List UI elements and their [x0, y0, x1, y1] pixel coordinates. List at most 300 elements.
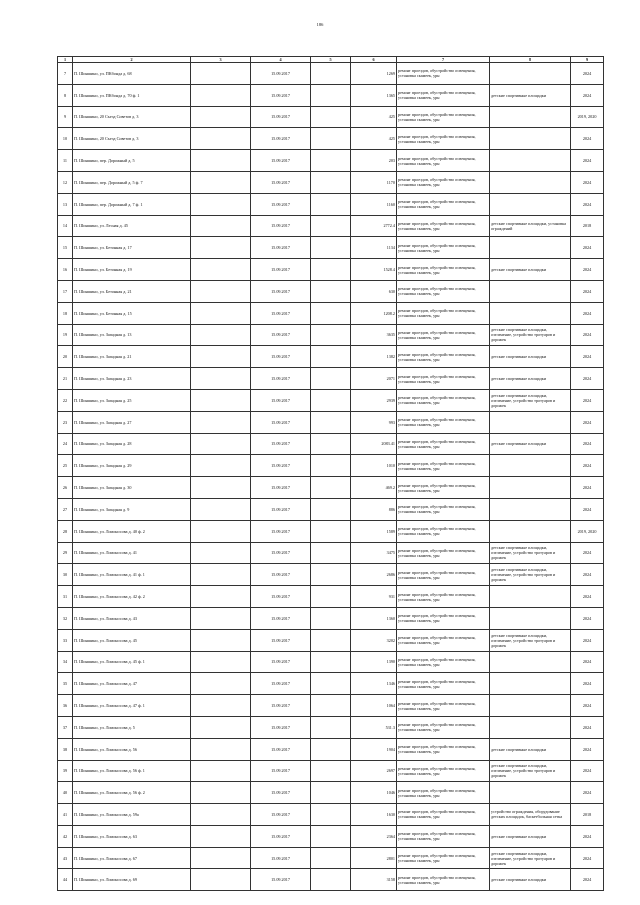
address-cell: П. Шиншино, 20 Съезд Советов д. 3 [73, 128, 191, 150]
table-row [58, 128, 604, 150]
row-number: 37 [58, 716, 73, 738]
empty-cell [311, 542, 351, 564]
row-number: 14 [58, 215, 73, 237]
additional-works-cell [490, 651, 571, 673]
empty-cell [311, 302, 351, 324]
address-cell: П. Шиншино, ул. Ломоносова д. 5 [73, 716, 191, 738]
row-number: 23 [58, 411, 73, 433]
works-cell: ремонт проездов, обустройство освещения, установка скамеек, урн [397, 542, 490, 564]
area-cell: 2697 [351, 760, 397, 782]
date-cell: 15.09.2017 [251, 280, 311, 302]
row-number: 33 [58, 629, 73, 651]
date-cell: 15.09.2017 [251, 128, 311, 150]
works-cell: ремонт проездов, обустройство освещения, установка скамеек, урн [397, 433, 490, 455]
address-cell: П. Шиншино, ул. Ломоносова д. 42 ф. 2 [73, 586, 191, 608]
area-cell: 1010 [351, 455, 397, 477]
works-cell: ремонт проездов, обустройство освещения, установка скамеек, урн [397, 869, 490, 891]
additional-works-cell [490, 150, 571, 172]
empty-cell [311, 520, 351, 542]
area-cell: 2686 [351, 564, 397, 586]
table-row [58, 63, 604, 85]
row-number: 36 [58, 695, 73, 717]
empty-cell [191, 477, 251, 499]
date-cell: 15.09.2017 [251, 433, 311, 455]
additional-works-cell [490, 171, 571, 193]
area-cell: 3202 [351, 629, 397, 651]
works-cell: ремонт проездов, обустройство освещения, установка скамеек, урн [397, 324, 490, 346]
date-cell: 15.09.2017 [251, 520, 311, 542]
empty-cell [191, 324, 251, 346]
works-cell: ремонт проездов, обустройство освещения, установка скамеек, урн [397, 171, 490, 193]
additional-works-cell: детские спортивные площадки [490, 84, 571, 106]
works-cell: ремонт проездов, обустройство освещения, установка скамеек, урн [397, 193, 490, 215]
empty-cell [311, 782, 351, 804]
year-cell: 2024 [571, 150, 604, 172]
empty-cell [191, 171, 251, 193]
year-cell: 2024 [571, 346, 604, 368]
address-cell: П. Шиншино, пер. Дорожный д. 5 [73, 150, 191, 172]
empty-cell [191, 280, 251, 302]
works-cell: ремонт проездов, обустройство освещения, установка скамеек, урн [397, 520, 490, 542]
additional-works-cell [490, 455, 571, 477]
additional-works-cell [490, 302, 571, 324]
area-cell: 203 [351, 150, 397, 172]
table-row [58, 280, 604, 302]
date-cell: 15.09.2017 [251, 63, 311, 85]
additional-works-cell [490, 237, 571, 259]
works-cell: ремонт проездов, обустройство освещения, установка скамеек, урн [397, 346, 490, 368]
empty-cell [311, 106, 351, 128]
empty-cell [311, 477, 351, 499]
column-header: 8 [490, 57, 571, 63]
table-row [58, 738, 604, 760]
year-cell: 2024 [571, 477, 604, 499]
empty-cell [311, 760, 351, 782]
empty-cell [191, 389, 251, 411]
table-row [58, 215, 604, 237]
date-cell: 15.09.2017 [251, 804, 311, 826]
works-cell: ремонт проездов, обустройство освещения, установка скамеек, урн [397, 237, 490, 259]
empty-cell [191, 106, 251, 128]
table-row [58, 84, 604, 106]
address-cell: П. Шиншино, ул. Западная д. 30 [73, 477, 191, 499]
area-cell: 1904 [351, 738, 397, 760]
address-cell: П. Шиншино, ул. Бетонная д. 17 [73, 237, 191, 259]
area-cell: 425 [351, 128, 397, 150]
row-number: 18 [58, 302, 73, 324]
address-cell: П. Шиншино, ул. Ломоносова д. 45 [73, 629, 191, 651]
empty-cell [311, 411, 351, 433]
works-cell: ремонт проездов, обустройство освещения, установка скамеек, урн [397, 368, 490, 390]
empty-cell [191, 564, 251, 586]
area-cell: 3635 [351, 324, 397, 346]
table-row [58, 324, 604, 346]
additional-works-cell [490, 280, 571, 302]
empty-cell [311, 215, 351, 237]
address-cell: П. Шиншино, ул. Западная д. 25 [73, 389, 191, 411]
additional-works-cell: детские спортивные площадки, установка ограждений [490, 215, 571, 237]
table-row [58, 847, 604, 869]
table-row [58, 825, 604, 847]
year-cell: 2024 [571, 128, 604, 150]
additional-works-cell [490, 607, 571, 629]
row-number: 13 [58, 193, 73, 215]
address-cell: П. Шиншино, ул. Ломоносова д. 56 ф. 2 [73, 782, 191, 804]
date-cell: 15.09.2017 [251, 542, 311, 564]
works-cell: ремонт проездов, обустройство освещения, установка скамеек, урн [397, 411, 490, 433]
year-cell: 2024 [571, 237, 604, 259]
date-cell: 15.09.2017 [251, 171, 311, 193]
additional-works-cell: детские спортивные площадки [490, 368, 571, 390]
empty-cell [191, 607, 251, 629]
area-cell: 531.3 [351, 716, 397, 738]
row-number: 42 [58, 825, 73, 847]
column-header: 3 [191, 57, 251, 63]
empty-cell [191, 825, 251, 847]
table-row [58, 629, 604, 651]
empty-cell [191, 84, 251, 106]
area-cell: 425 [351, 106, 397, 128]
works-cell: ремонт проездов, обустройство освещения, установка скамеек, урн [397, 716, 490, 738]
date-cell: 15.09.2017 [251, 411, 311, 433]
year-cell: 2024 [571, 586, 604, 608]
empty-cell [311, 193, 351, 215]
area-cell: 931 [351, 586, 397, 608]
table-row [58, 586, 604, 608]
area-cell: 1528.4 [351, 259, 397, 281]
works-cell: ремонт проездов, обустройство освещения, установка скамеек, урн [397, 477, 490, 499]
table-row [58, 368, 604, 390]
area-cell: 3158 [351, 869, 397, 891]
address-cell: П. Шиншино, ул. Ломоносова д. 67 [73, 847, 191, 869]
area-cell: 1170 [351, 171, 397, 193]
column-header: 7 [397, 57, 490, 63]
empty-cell [311, 171, 351, 193]
empty-cell [311, 847, 351, 869]
date-cell: 15.09.2017 [251, 869, 311, 891]
additional-works-cell: детские спортивные площадки, озеленение, устройство тротуаров и дорожек [490, 847, 571, 869]
additional-works-cell: детские спортивные площадки [490, 346, 571, 368]
year-cell: 2024 [571, 411, 604, 433]
date-cell: 15.09.2017 [251, 455, 311, 477]
empty-cell [311, 629, 351, 651]
empty-cell [311, 673, 351, 695]
row-number: 12 [58, 171, 73, 193]
address-cell: П. Шиншино, ул. Лесная д. 45 [73, 215, 191, 237]
column-header: 9 [571, 57, 604, 63]
year-cell: 2018 [571, 215, 604, 237]
year-cell: 2024 [571, 629, 604, 651]
date-cell: 15.09.2017 [251, 673, 311, 695]
additional-works-cell [490, 586, 571, 608]
row-number: 39 [58, 760, 73, 782]
address-cell: П. Шиншино, ул. Ломоносова д. 56 ф. 1 [73, 760, 191, 782]
area-cell: 1134 [351, 237, 397, 259]
works-cell: ремонт проездов, обустройство освещения, установка скамеек, урн [397, 259, 490, 281]
date-cell: 15.09.2017 [251, 84, 311, 106]
table-row [58, 346, 604, 368]
table-row [58, 455, 604, 477]
date-cell: 15.09.2017 [251, 368, 311, 390]
year-cell: 2024 [571, 389, 604, 411]
works-cell: ремонт проездов, обустройство освещения, установка скамеек, урн [397, 498, 490, 520]
table-row [58, 433, 604, 455]
area-cell: 2939 [351, 389, 397, 411]
date-cell: 15.09.2017 [251, 215, 311, 237]
row-number: 41 [58, 804, 73, 826]
works-cell: ремонт проездов, обустройство освещения, установка скамеек, урн [397, 215, 490, 237]
additional-works-cell: детские спортивные площадки, озеленение, устройство тротуаров и дорожек [490, 389, 571, 411]
empty-cell [191, 651, 251, 673]
address-cell: П. Шиншино, ул. Бетонная д. 19 [73, 259, 191, 281]
additional-works-cell: детские спортивные площадки, озеленение, устройство тротуаров и дорожек [490, 564, 571, 586]
empty-cell [311, 389, 351, 411]
year-cell: 2024 [571, 651, 604, 673]
empty-cell [311, 804, 351, 826]
empty-cell [191, 673, 251, 695]
address-cell: П. Шиншино, ул. Ломоносова д. 43 [73, 607, 191, 629]
row-number: 35 [58, 673, 73, 695]
table-row [58, 193, 604, 215]
date-cell: 15.09.2017 [251, 695, 311, 717]
date-cell: 15.09.2017 [251, 259, 311, 281]
works-cell: ремонт проездов, обустройство освещения, установка скамеек, урн [397, 389, 490, 411]
empty-cell [311, 586, 351, 608]
table-row [58, 106, 604, 128]
year-cell: 2019, 2020 [571, 106, 604, 128]
row-number: 27 [58, 498, 73, 520]
works-cell: ремонт проездов, обустройство освещения, установка скамеек, урн [397, 63, 490, 85]
year-cell: 2024 [571, 716, 604, 738]
address-cell: П. Шиншино, пер. Дорожный д. 5 ф. 7 [73, 171, 191, 193]
row-number: 10 [58, 128, 73, 150]
year-cell: 2024 [571, 433, 604, 455]
date-cell: 15.09.2017 [251, 389, 311, 411]
works-cell: ремонт проездов, обустройство освещения, установка скамеек, урн [397, 738, 490, 760]
year-cell: 2024 [571, 607, 604, 629]
date-cell: 15.09.2017 [251, 324, 311, 346]
additional-works-cell: детские спортивные площадки [490, 738, 571, 760]
address-cell: П. Шиншино, ул. Ломоносова д. 41 ф. 1 [73, 564, 191, 586]
table-row [58, 869, 604, 891]
empty-cell [191, 368, 251, 390]
works-cell: ремонт проездов, обустройство освещения, установка скамеек, урн [397, 825, 490, 847]
area-cell: 2083.41 [351, 433, 397, 455]
additional-works-cell: детские спортивные площадки [490, 259, 571, 281]
year-cell: 2024 [571, 695, 604, 717]
year-cell: 2024 [571, 869, 604, 891]
empty-cell [311, 695, 351, 717]
row-number: 30 [58, 564, 73, 586]
additional-works-cell: детские спортивные площадки [490, 869, 571, 891]
table-row [58, 651, 604, 673]
additional-works-cell: детские спортивные площадки, озеленение, устройство тротуаров и дорожек [490, 760, 571, 782]
address-cell: П. Шиншино, пер. Дорожный д. 7 ф. 1 [73, 193, 191, 215]
works-cell: ремонт проездов, обустройство освещения, установка скамеек, урн [397, 84, 490, 106]
works-cell: ремонт проездов, обустройство освещения, установка скамеек, урн [397, 804, 490, 826]
additional-works-cell: детские спортивные площадки, озеленение, устройство тротуаров и дорожек [490, 324, 571, 346]
area-cell: 1360 [351, 607, 397, 629]
table-row [58, 520, 604, 542]
area-cell: 1346 [351, 673, 397, 695]
address-cell: П. Шиншино, ул. Ломоносова д. 59а [73, 804, 191, 826]
empty-cell [311, 716, 351, 738]
works-cell: ремонт проездов, обустройство освещения, установка скамеек, урн [397, 695, 490, 717]
year-cell: 2024 [571, 280, 604, 302]
year-cell: 2019, 2020 [571, 520, 604, 542]
area-cell: 2071 [351, 368, 397, 390]
table-row [58, 542, 604, 564]
empty-cell [311, 237, 351, 259]
table-row [58, 782, 604, 804]
empty-cell [191, 760, 251, 782]
address-cell: П. Шиншино, ул. Бетонная д. 21 [73, 280, 191, 302]
table-row [58, 607, 604, 629]
works-cell: ремонт проездов, обустройство освещения, установка скамеек, урн [397, 280, 490, 302]
row-number: 9 [58, 106, 73, 128]
address-cell: П. Шиншино, ул. Западная д. 13 [73, 324, 191, 346]
works-cell: ремонт проездов, обустройство освещения, установка скамеек, урн [397, 128, 490, 150]
additional-works-cell [490, 695, 571, 717]
row-number: 44 [58, 869, 73, 891]
address-cell: П. Шиншино, ул. Западная д. 9 [73, 498, 191, 520]
year-cell: 2018 [571, 804, 604, 826]
year-cell: 2024 [571, 259, 604, 281]
address-cell: П. Шиншино, ул. Бетонная д. 15 [73, 302, 191, 324]
row-number: 20 [58, 346, 73, 368]
address-cell: П. Шиншино, ул. Ломоносова д. 69 [73, 869, 191, 891]
date-cell: 15.09.2017 [251, 150, 311, 172]
area-cell: 993 [351, 411, 397, 433]
area-cell: 1390 [351, 651, 397, 673]
year-cell: 2024 [571, 324, 604, 346]
table-row [58, 171, 604, 193]
area-cell: 1382 [351, 346, 397, 368]
empty-cell [311, 738, 351, 760]
date-cell: 15.09.2017 [251, 607, 311, 629]
table-row [58, 259, 604, 281]
address-cell: П. Шиншино, ул. Западная д. 29 [73, 455, 191, 477]
additional-works-cell: детские спортивные площадки, озеленение, устройство тротуаров и дорожек [490, 629, 571, 651]
row-number: 7 [58, 63, 73, 85]
works-cell: ремонт проездов, обустройство освещения, установка скамеек, урн [397, 629, 490, 651]
row-number: 11 [58, 150, 73, 172]
date-cell: 15.09.2017 [251, 586, 311, 608]
date-cell: 15.09.2017 [251, 825, 311, 847]
year-cell: 2024 [571, 825, 604, 847]
works-cell: ремонт проездов, обустройство освещения, установка скамеек, урн [397, 564, 490, 586]
empty-cell [191, 215, 251, 237]
additional-works-cell [490, 477, 571, 499]
year-cell: 2024 [571, 782, 604, 804]
additional-works-cell [490, 782, 571, 804]
row-number: 19 [58, 324, 73, 346]
empty-cell [311, 324, 351, 346]
date-cell: 15.09.2017 [251, 716, 311, 738]
table-row [58, 673, 604, 695]
table-row [58, 760, 604, 782]
works-cell: ремонт проездов, обустройство освещения, установка скамеек, урн [397, 586, 490, 608]
row-number: 38 [58, 738, 73, 760]
address-cell: П. Шиншино, ул. Западная д. 28 [73, 433, 191, 455]
table-row [58, 411, 604, 433]
row-number: 29 [58, 542, 73, 564]
row-number: 34 [58, 651, 73, 673]
empty-cell [311, 825, 351, 847]
row-number: 15 [58, 237, 73, 259]
additional-works-cell: устройство ограждения, оборудование детских площадок, баскетбольная сетка [490, 804, 571, 826]
column-header: 5 [311, 57, 351, 63]
empty-cell [191, 586, 251, 608]
area-cell: 886 [351, 498, 397, 520]
area-cell: 1064 [351, 695, 397, 717]
empty-cell [191, 520, 251, 542]
year-cell: 2024 [571, 760, 604, 782]
empty-cell [191, 433, 251, 455]
year-cell: 2024 [571, 193, 604, 215]
table-row [58, 804, 604, 826]
works-cell: ремонт проездов, обустройство освещения, установка скамеек, урн [397, 782, 490, 804]
empty-cell [191, 738, 251, 760]
row-number: 21 [58, 368, 73, 390]
empty-cell [191, 629, 251, 651]
year-cell: 2024 [571, 84, 604, 106]
works-cell: ремонт проездов, обустройство освещения, установка скамеек, урн [397, 302, 490, 324]
table-row [58, 695, 604, 717]
table-row [58, 389, 604, 411]
column-header: 6 [351, 57, 397, 63]
year-cell: 2024 [571, 542, 604, 564]
area-cell: 2801 [351, 847, 397, 869]
works-cell: ремонт проездов, обустройство освещения, установка скамеек, урн [397, 150, 490, 172]
date-cell: 15.09.2017 [251, 738, 311, 760]
address-cell: П. Шиншино, ул. ПКбонда д. 68 [73, 63, 191, 85]
year-cell: 2024 [571, 63, 604, 85]
additional-works-cell: детские спортивные площадки [490, 433, 571, 455]
area-cell: 2364 [351, 825, 397, 847]
address-cell: П. Шиншино, ул. ПКбонда д. 70 ф. 1 [73, 84, 191, 106]
year-cell: 2024 [571, 498, 604, 520]
additional-works-cell [490, 106, 571, 128]
empty-cell [311, 455, 351, 477]
year-cell: 2024 [571, 564, 604, 586]
works-cell: ремонт проездов, обустройство освещения, установка скамеек, урн [397, 673, 490, 695]
year-cell: 2024 [571, 368, 604, 390]
empty-cell [191, 716, 251, 738]
table-row [58, 716, 604, 738]
works-cell: ремонт проездов, обустройство освещения, установка скамеек, урн [397, 760, 490, 782]
empty-cell [191, 346, 251, 368]
row-number: 16 [58, 259, 73, 281]
empty-cell [311, 368, 351, 390]
area-cell: 1269 [351, 63, 397, 85]
empty-cell [191, 804, 251, 826]
empty-cell [191, 542, 251, 564]
row-number: 26 [58, 477, 73, 499]
date-cell: 15.09.2017 [251, 193, 311, 215]
row-number: 24 [58, 433, 73, 455]
empty-cell [311, 128, 351, 150]
works-cell: ремонт проездов, обустройство освещения, установка скамеек, урн [397, 607, 490, 629]
address-cell: П. Шиншино, ул. Западная д. 27 [73, 411, 191, 433]
row-number: 40 [58, 782, 73, 804]
year-cell: 2024 [571, 673, 604, 695]
additional-works-cell [490, 193, 571, 215]
area-cell: 1160 [351, 193, 397, 215]
empty-cell [311, 259, 351, 281]
additional-works-cell [490, 673, 571, 695]
area-cell: 3475 [351, 542, 397, 564]
